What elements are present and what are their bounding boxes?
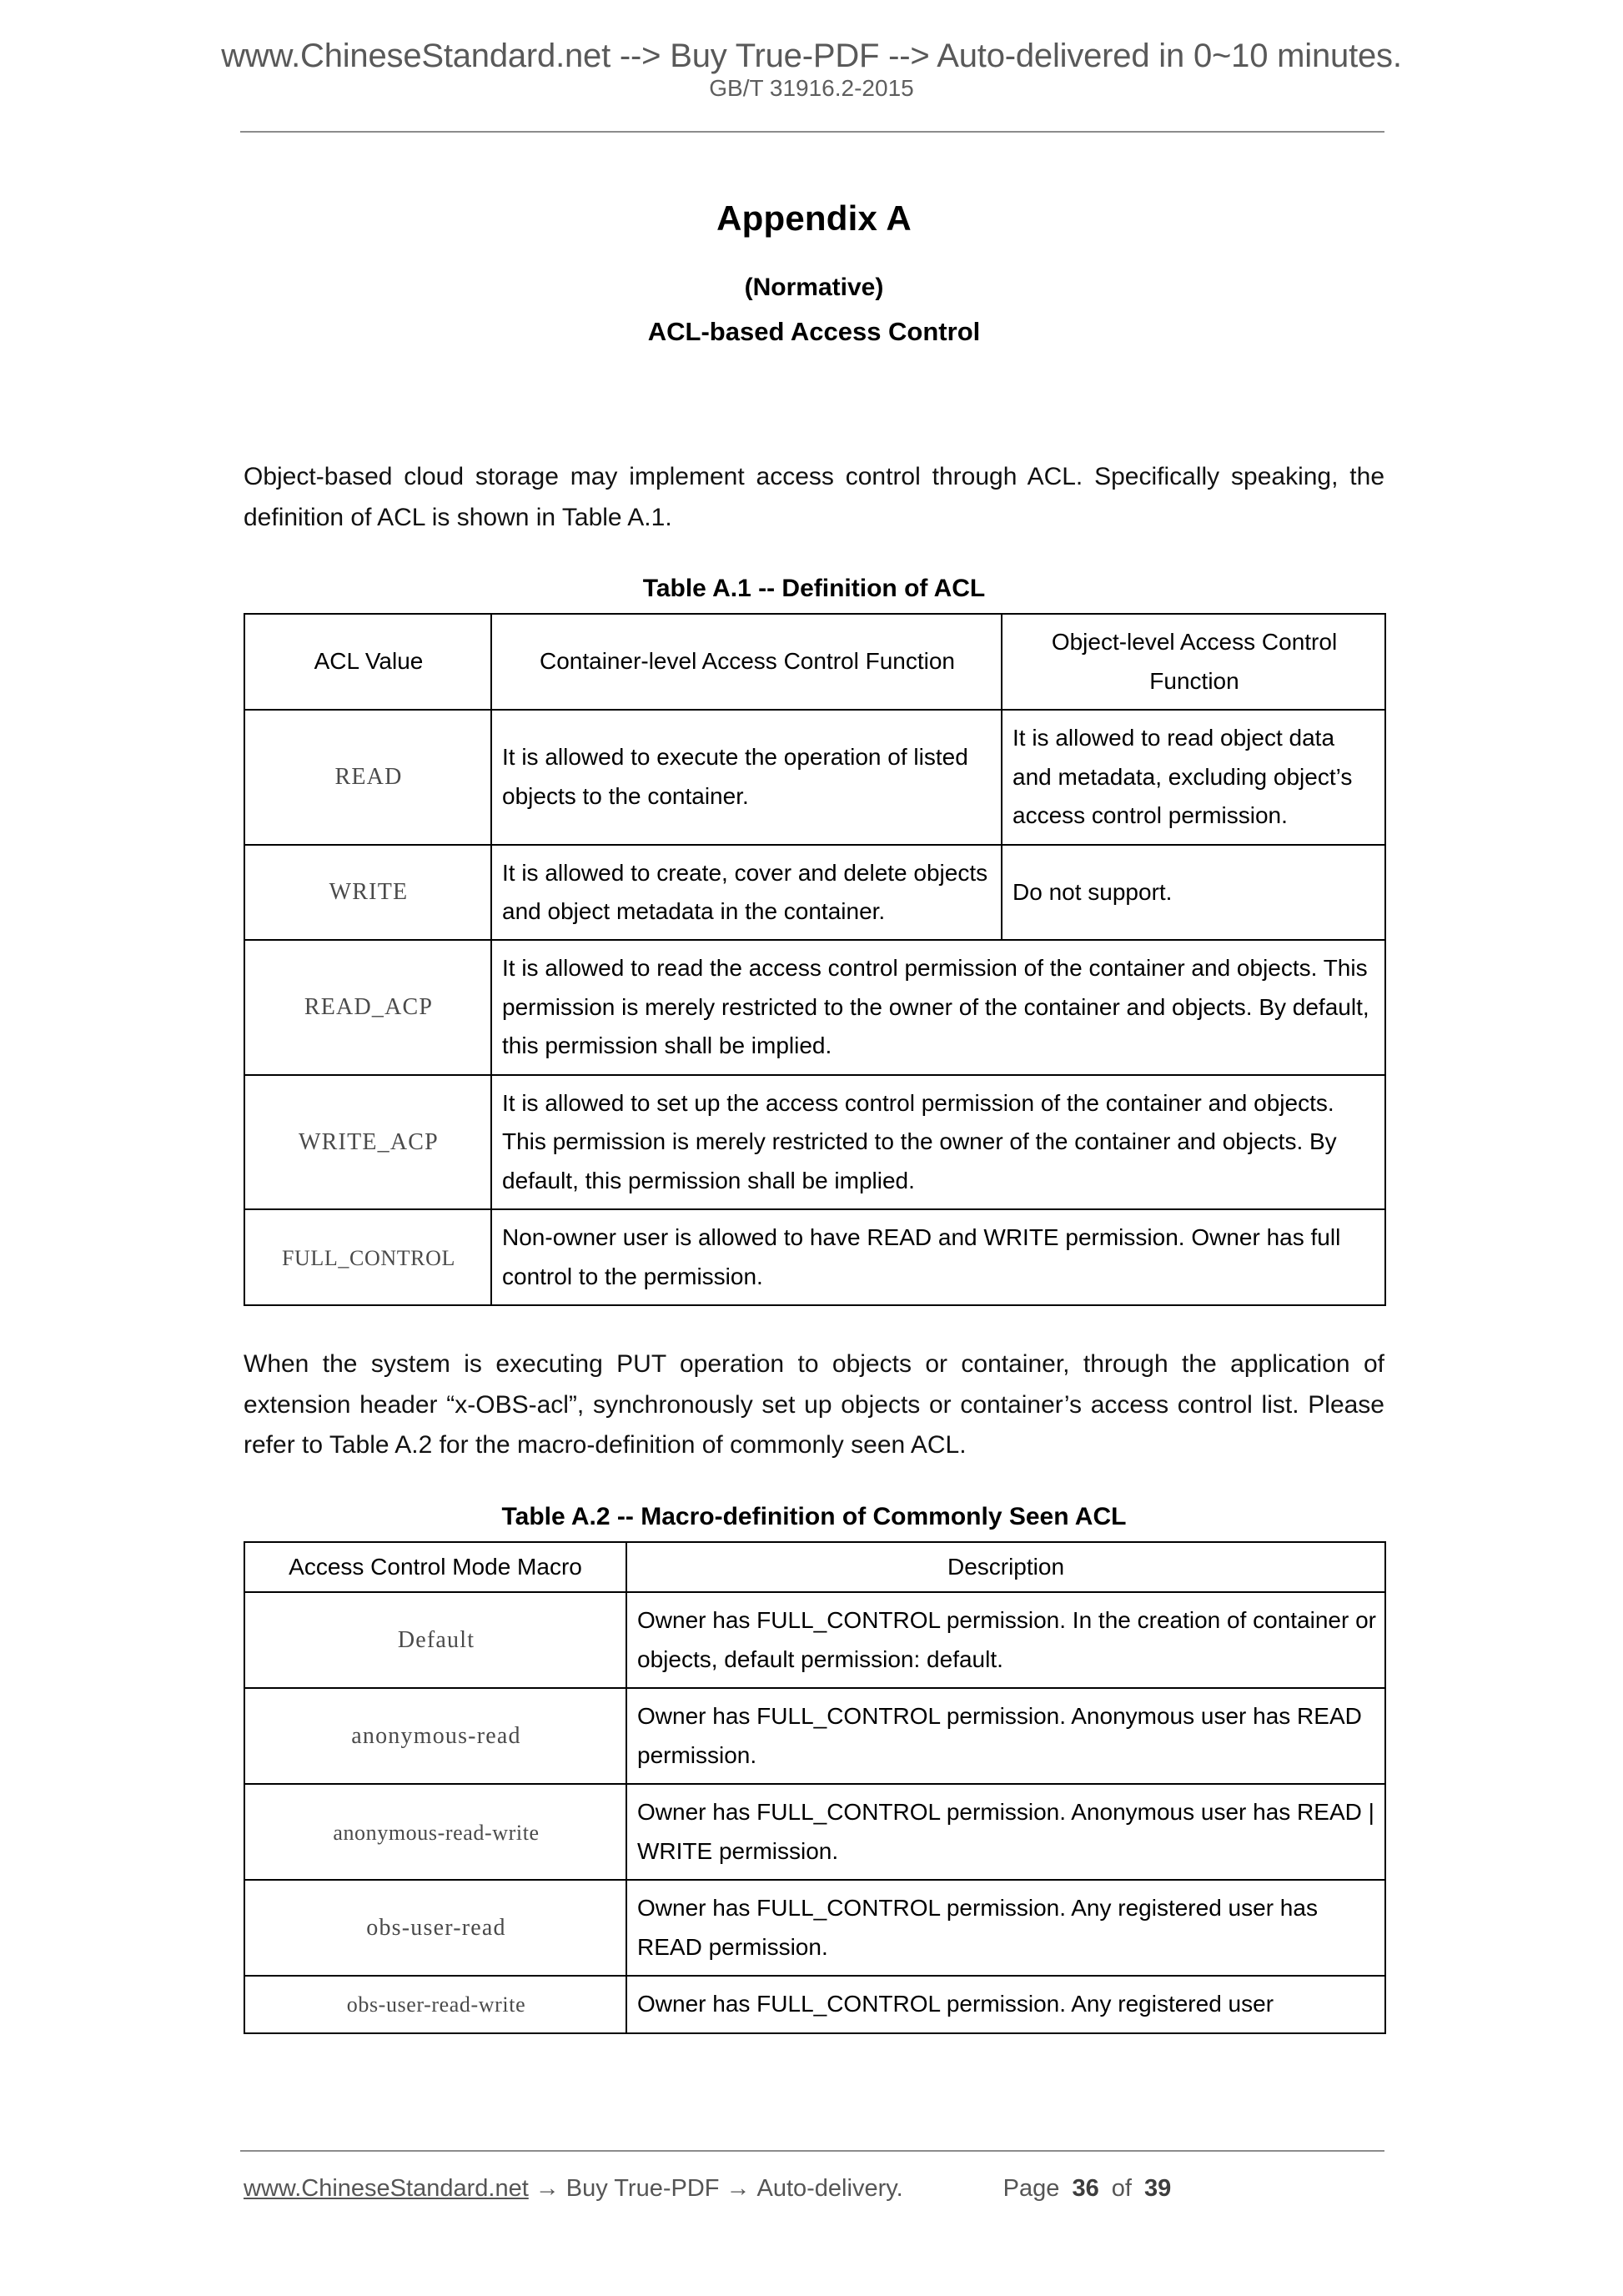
footer-delivery-label: Auto-delivery.	[756, 2175, 903, 2202]
macro-description-cell: Owner has FULL_CONTROL permission. Anonymous user has READ | WRITE permission.	[626, 1784, 1385, 1880]
acl-value-full-control: FULL_CONTROL	[282, 1245, 455, 1270]
macro-obs-user-read-write: obs-user-read-write	[346, 1992, 526, 2017]
object-level-cell: Do not support.	[1002, 845, 1385, 941]
table-row	[244, 1880, 1385, 1976]
current-page-number: 36	[1072, 2175, 1099, 2202]
table-row	[244, 1592, 1385, 1688]
footer-promo	[244, 2175, 903, 2203]
footer-pagination	[1003, 2175, 1172, 2203]
acl-value-cell	[244, 845, 491, 941]
acl-value-write-acp: WRITE_ACP	[299, 1128, 439, 1155]
footer-buy-label: Buy True-PDF	[565, 2175, 720, 2202]
table-a1-header-container-level: Container-level Access Control Function	[491, 614, 1002, 710]
arrow-right-icon-1: →	[535, 2175, 560, 2202]
table-a1	[244, 613, 1386, 1306]
appendix-normative-label: (Normative)	[744, 274, 884, 301]
merged-description-cell: It is allowed to set up the access control permission of the container and objects. This permission is merely restricted to the owner of the container and objects. By default, this permission shall be implied.	[491, 1075, 1385, 1209]
intro-paragraph: Object-based cloud storage may implement access control through ACL. Specifically speaking, the definition of ACL is shown in Table A.1.	[244, 463, 1384, 531]
acl-value-write: WRITE	[329, 879, 409, 906]
object-level-cell: It is allowed to read object data and metadata, excluding object’s access control permission.	[1002, 710, 1385, 844]
acl-value-cell	[244, 1209, 491, 1305]
macro-name-cell	[244, 1784, 626, 1880]
merged-description-cell: It is allowed to read the access control permission of the container and objects. This permission is merely restricted to the owner of the container and objects. By default, this permission shall be implied.	[491, 940, 1385, 1074]
table-row	[244, 1688, 1385, 1784]
macro-description-cell: Owner has FULL_CONTROL permission. In the creation of container or objects, default permission: default.	[626, 1592, 1385, 1688]
document-content	[244, 0, 1384, 2034]
table-row	[244, 1784, 1385, 1880]
macro-anonymous-read-write: anonymous-read-write	[333, 1820, 540, 1845]
container-level-cell: It is allowed to execute the operation of listed objects to the container.	[491, 710, 1002, 844]
acl-value-read-acp: READ_ACP	[304, 994, 434, 1021]
table-row	[244, 1209, 1385, 1305]
table-row	[244, 710, 1385, 844]
page-footer	[244, 2175, 1384, 2203]
arrow-right-icon-2: →	[726, 2175, 751, 2202]
table-row	[244, 845, 1385, 941]
acl-value-read: READ	[334, 764, 403, 791]
macro-default: Default	[397, 1627, 475, 1654]
macro-name-cell	[244, 1688, 626, 1784]
table-a1-header-acl-value: ACL Value	[244, 614, 491, 710]
acl-value-cell	[244, 940, 491, 1074]
standard-code: GB/T 31916.2-2015	[709, 75, 914, 102]
acl-value-cell	[244, 1075, 491, 1209]
table-row-header	[244, 614, 1385, 710]
table-a2	[244, 1541, 1386, 2034]
macro-name-cell	[244, 1592, 626, 1688]
appendix-subtitle: ACL-based Access Control	[647, 317, 981, 346]
acl-value-cell	[244, 710, 491, 844]
table-row	[244, 1976, 1385, 2032]
table-row	[244, 1075, 1385, 1209]
merged-description-cell: Non-owner user is allowed to have READ and WRITE permission. Owner has full control to the permission.	[491, 1209, 1385, 1305]
page-label: Page	[1002, 2175, 1060, 2202]
table-a2-caption: Table A.2 -- Macro-definition of Commonly Seen ACL	[501, 1503, 1127, 1530]
page-title: Appendix A	[716, 198, 912, 238]
macro-description-cell: Owner has FULL_CONTROL permission. Any registered user has READ permission.	[626, 1880, 1385, 1976]
table-row	[244, 940, 1385, 1074]
macro-name-cell	[244, 1976, 626, 2032]
table-a1-header-object-level: Object-level Access Control Function	[1002, 614, 1385, 710]
of-label: of	[1111, 2175, 1132, 2202]
table-row-header	[244, 1542, 1385, 1592]
macro-anonymous-read: anonymous-read	[351, 1723, 521, 1750]
after-table-a1-paragraph: When the system is executing PUT operation to objects or container, through the application of extension header “x-OBS-acl”, synchronously set up objects or container’s access control list. Please refer to Table A.2 for the macro-definition of commonly seen ACL.	[244, 1350, 1384, 1459]
macro-obs-user-read: obs-user-read	[366, 1915, 506, 1942]
footer-divider-rule	[240, 2150, 1384, 2152]
footer-site-link[interactable]: www.ChineseStandard.net	[244, 2175, 529, 2202]
table-a2-header-macro: Access Control Mode Macro	[244, 1542, 626, 1592]
total-page-count: 39	[1144, 2175, 1172, 2202]
macro-name-cell	[244, 1880, 626, 1976]
container-level-cell: It is allowed to create, cover and delete objects and object metadata in the container.	[491, 845, 1002, 941]
table-a2-header-description: Description	[626, 1542, 1385, 1592]
macro-description-cell: Owner has FULL_CONTROL permission. Any registered user	[626, 1976, 1385, 2032]
table-a1-caption: Table A.1 -- Definition of ACL	[642, 575, 986, 603]
macro-description-cell: Owner has FULL_CONTROL permission. Anonymous user has READ permission.	[626, 1688, 1385, 1784]
watermark-promo-text: www.ChineseStandard.net --> Buy True-PDF --> Auto-delivered in 0~10 minutes.	[221, 38, 1402, 74]
